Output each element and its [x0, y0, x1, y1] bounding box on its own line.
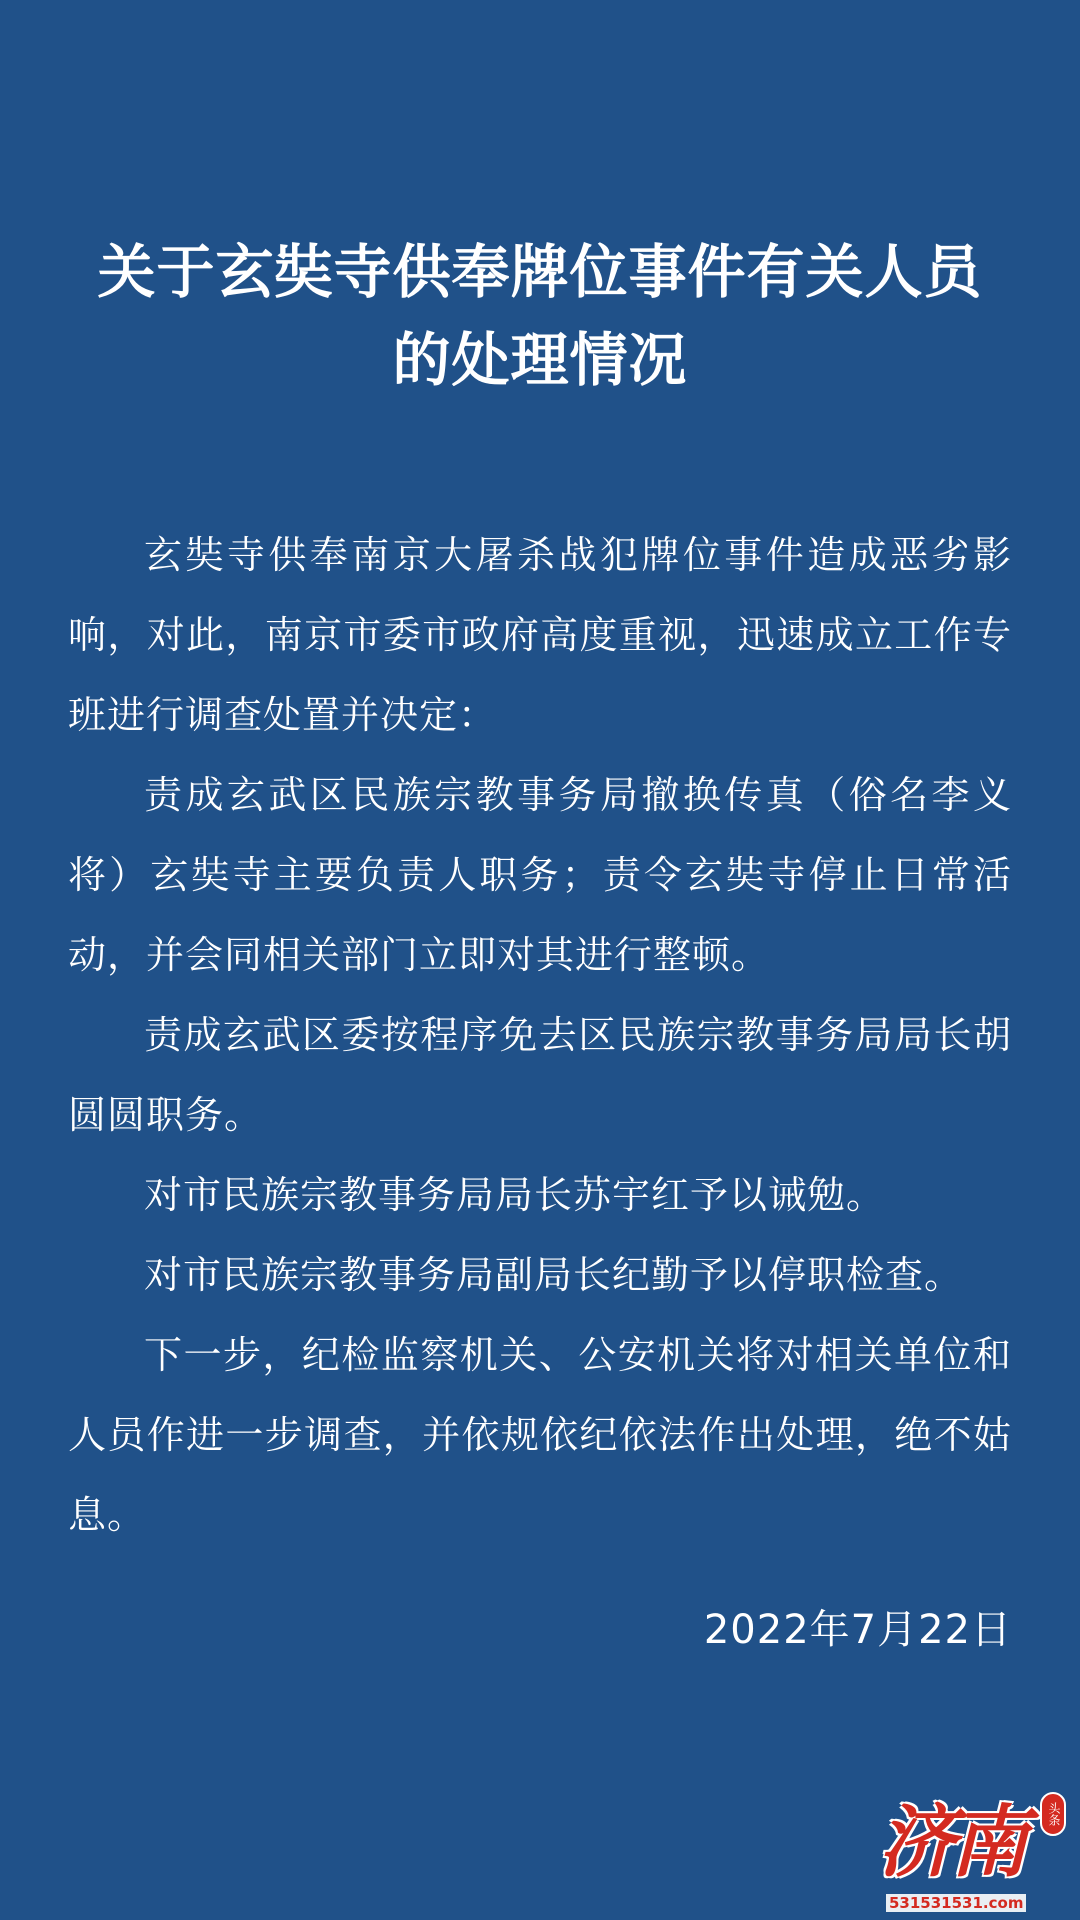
- document-date: 2022年7月22日: [703, 1607, 1012, 1653]
- logo-url: 531531531.com: [886, 1894, 1026, 1912]
- jinan-toutiao-logo: [878, 1792, 1068, 1912]
- document-body: [68, 515, 1012, 1555]
- paragraph-decision-2: 责成玄武区委按程序免去区民族宗教事务局局长胡圆圆职务。: [68, 1013, 1012, 1137]
- paragraph-decision-4: 对市民族宗教事务局副局长纪勤予以停职检查。: [144, 1253, 964, 1297]
- document-title: [0, 228, 1080, 404]
- paragraph-next-step: 下一步，纪检监察机关、公安机关将对相关单位和人员作进一步调查，并依规依纪依法作出处理，绝不姑息。: [68, 1333, 1012, 1537]
- title-line-1: 关于玄奘寺供奉牌位事件有关人员: [97, 238, 983, 306]
- paragraph-intro: 玄奘寺供奉南京大屠杀战犯牌位事件造成恶劣影响，对此，南京市委市政府高度重视，迅速成立工作专班进行调查处置并决定：: [68, 533, 1012, 737]
- paragraph-decision-1: 责成玄武区民族宗教事务局撤换传真（俗名李义将）玄奘寺主要负责人职务；责令玄奘寺停止日常活动，并会同相关部门立即对其进行整顿。: [68, 773, 1012, 977]
- title-line-2: 的处理情况: [392, 326, 688, 394]
- logo-seal: 头条: [1040, 1792, 1066, 1836]
- logo-wordmark: 济南: [878, 1797, 1023, 1888]
- paragraph-decision-3: 对市民族宗教事务局局长苏宇红予以诫勉。: [144, 1173, 886, 1217]
